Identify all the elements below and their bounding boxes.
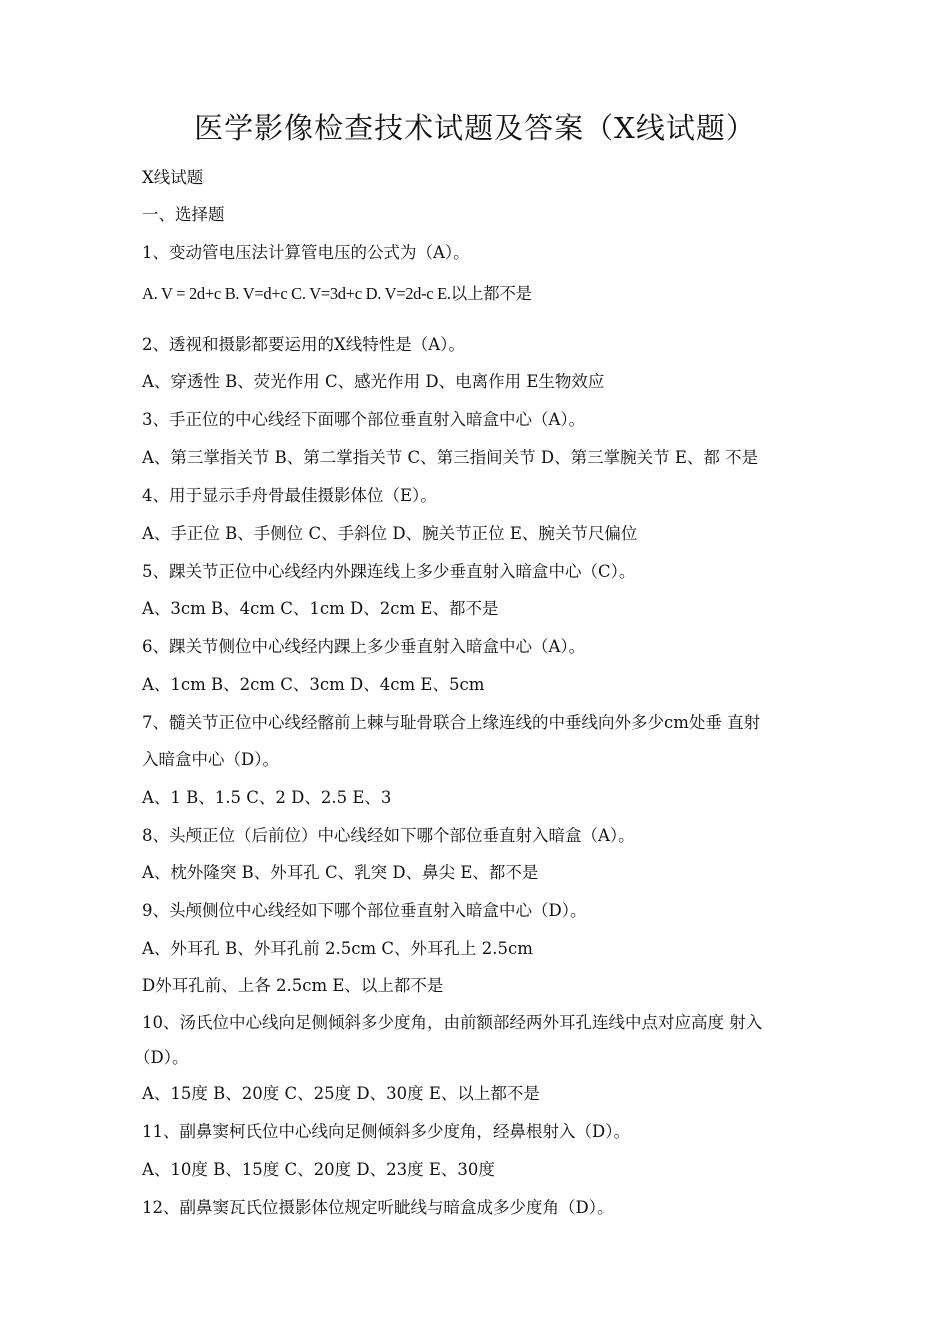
text-line: A、穿透性 B、荧光作用 C、感光作用 D、电离作用 E生物效应 — [142, 372, 605, 391]
text-line: 4、用于显示手舟骨最佳摄影体位（E）。 — [142, 486, 437, 505]
text-line: 一、选择题 — [142, 205, 225, 224]
text-line: A、1 B、1.5 C、2 D、2.5 E、3 — [142, 788, 392, 807]
text-line: A、手正位 B、手侧位 C、手斜位 D、腕关节正位 E、腕关节尺偏位 — [142, 524, 638, 543]
text-line: D外耳孔前、上各 2.5cm E、以上都不是 — [142, 976, 444, 995]
text-line: A、15度 B、20度 C、25度 D、30度 E、以上都不是 — [142, 1084, 540, 1103]
text-line: 5、踝关节正位中心线经内外踝连线上多少垂直射入暗盒中心（C）。 — [142, 562, 636, 581]
text-line: 1、变动管电压法计算管电压的公式为（A）。 — [142, 243, 470, 262]
text-line: 11、副鼻窦柯氏位中心线向足侧倾斜多少度角，经鼻根射入（D）。 — [142, 1122, 630, 1141]
text-line: A、1cm B、2cm C、3cm D、4cm E、5cm — [142, 675, 485, 694]
text-line: 8、头颅正位（后前位）中心线经如下哪个部位垂直射入暗盒（A）。 — [142, 826, 635, 845]
text-line: A、外耳孔 B、外耳孔前 2.5cm C、外耳孔上 2.5cm — [142, 939, 533, 958]
text-line: 3、手正位的中心线经下面哪个部位垂直射入暗盒中心（A）。 — [142, 410, 586, 429]
text-line: （D）。 — [134, 1048, 189, 1067]
text-line: A、10度 B、15度 C、20度 D、23度 E、30度 — [142, 1160, 495, 1179]
text-line: X线试题 — [142, 168, 204, 187]
text-line: 9、头颅侧位中心线经如下哪个部位垂直射入暗盒中心（D）。 — [142, 901, 587, 920]
document-title: 医学影像检查技术试题及答案（X线试题） — [194, 111, 756, 145]
text-line: 10、汤氏位中心线向足侧倾斜多少度角，由前额部经两外耳孔连线中点对应高度 射入 — [142, 1013, 763, 1032]
text-line: 7、髓关节正位中心线经髂前上棘与耻骨联合上缘连线的中垂线向外多少cm处垂 直射 — [142, 713, 761, 732]
text-line: A、第三掌指关节 B、第二掌指关节 C、第三指间关节 D、第三掌腕关节 E、都 不是 — [142, 448, 759, 467]
text-line: A. V = 2d+c B. V=d+c C. V=3d+c D. V=2d-c E.以上都不是 — [142, 284, 532, 303]
text-line: A、枕外隆突 B、外耳孔 C、乳突 D、鼻尖 E、都不是 — [142, 863, 539, 882]
text-line: 入暗盒中心（D）。 — [142, 750, 279, 769]
text-line: 2、透视和摄影都要运用的X线特性是（A）。 — [142, 335, 465, 354]
text-line: 12、副鼻窦瓦氏位摄影体位规定听眦线与暗盒成多少度角（D）。 — [142, 1198, 614, 1217]
text-line: A、3cm B、4cm C、1cm D、2cm E、都不是 — [142, 599, 499, 618]
text-line: 6、踝关节侧位中心线经内踝上多少垂直射入暗盒中心（A）。 — [142, 637, 586, 656]
